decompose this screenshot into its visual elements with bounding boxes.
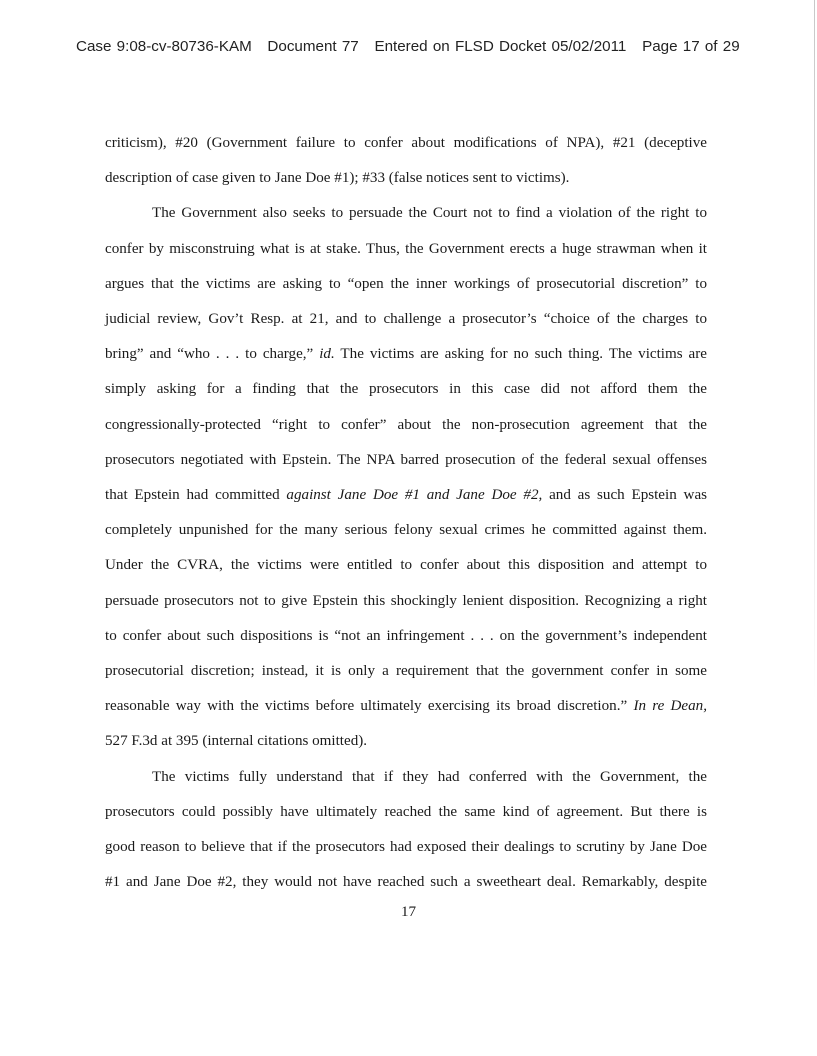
paragraph-2-line: prosecutors negotiated with Epstein. The NPA barred prosecution of the federal sexual offenses: [105, 451, 707, 468]
paragraph-2-line: The Government also seeks to persuade the Court not to find a violation of the right to: [152, 205, 707, 222]
citation-id: id.: [319, 346, 335, 363]
docket-entry: Entered on FLSD Docket 05/02/2011: [374, 38, 627, 55]
emphasis-text: against Jane Doe #1 and Jane Doe #2,: [286, 487, 543, 504]
paragraph-2-line: [105, 689, 707, 724]
paragraph-2-line: [105, 478, 707, 513]
text-run: that Epstein had committed: [105, 487, 280, 504]
paragraph-2-line: [105, 337, 707, 372]
paragraph-3-line: good reason to believe that if the prosecutors had exposed their dealings to scrutiny by Jane Doe: [105, 839, 707, 856]
text-run: and as such Epstein was: [549, 487, 708, 504]
case-citation: In re Dean,: [633, 698, 707, 715]
paragraph-3-line: #1 and Jane Doe #2, they would not have reached such a sweetheart deal. Remarkably, despite: [105, 874, 707, 891]
paragraph-2-line: congressionally-protected “right to confer” about the non-prosecution agreement that the: [105, 416, 707, 433]
paragraph-2-line: completely unpunished for the many serious felony sexual crimes he committed against them.: [105, 522, 707, 539]
text-run: bring” and “who . . . to charge,”: [105, 346, 314, 363]
paragraph-2-line: Under the CVRA, the victims were entitled to confer about this disposition and attempt to: [105, 557, 707, 574]
paragraph-1-line: criticism), #20 (Government failure to confer about modifications of NPA), #21 (deceptive: [105, 135, 707, 151]
paragraph-2-line: prosecutorial discretion; instead, it is only a requirement that the government confer in some: [105, 663, 707, 680]
scan-edge-line: [814, 0, 815, 700]
paragraph-2-line: 527 F.3d at 395 (internal citations omitted).: [105, 733, 368, 750]
text-run: reasonable way with the victims before ultimately exercising its broad discretion.”: [105, 698, 628, 715]
paragraph-2-line: argues that the victims are asking to “open the inner workings of prosecutorial discretion” to: [105, 275, 707, 292]
page-number: 17: [400, 904, 417, 920]
paragraph-2-line: confer by misconstruing what is at stake. Thus, the Government erects a huge strawman when it: [105, 240, 707, 257]
paragraph-1-line: description of case given to Jane Doe #1); #33 (false notices sent to victims).: [105, 170, 570, 187]
page-indicator: Page 17 of 29: [642, 38, 740, 55]
paragraph-3-line: prosecutors could possibly have ultimately reached the same kind of agreement. But there is: [105, 803, 707, 820]
text-run: The victims are asking for no such thing. The victims are: [340, 346, 707, 363]
paragraph-2-line: simply asking for a finding that the prosecutors in this case did not afford them the: [105, 381, 707, 398]
document-body: [105, 126, 707, 900]
document-number: Document 77: [267, 38, 359, 55]
paragraph-2-line: to confer about such dispositions is “not an infringement . . . on the government’s independent: [105, 627, 707, 644]
docket-header: [76, 38, 756, 55]
paragraph-2-line: persuade prosecutors not to give Epstein this shockingly lenient disposition. Recognizing a right: [105, 592, 707, 609]
paragraph-3-line: The victims fully understand that if they had conferred with the Government, the: [152, 768, 707, 785]
paragraph-2-line: judicial review, Gov’t Resp. at 21, and to challenge a prosecutor’s “choice of the charges to: [105, 311, 707, 328]
case-number: Case 9:08-cv-80736-KAM: [76, 38, 252, 55]
